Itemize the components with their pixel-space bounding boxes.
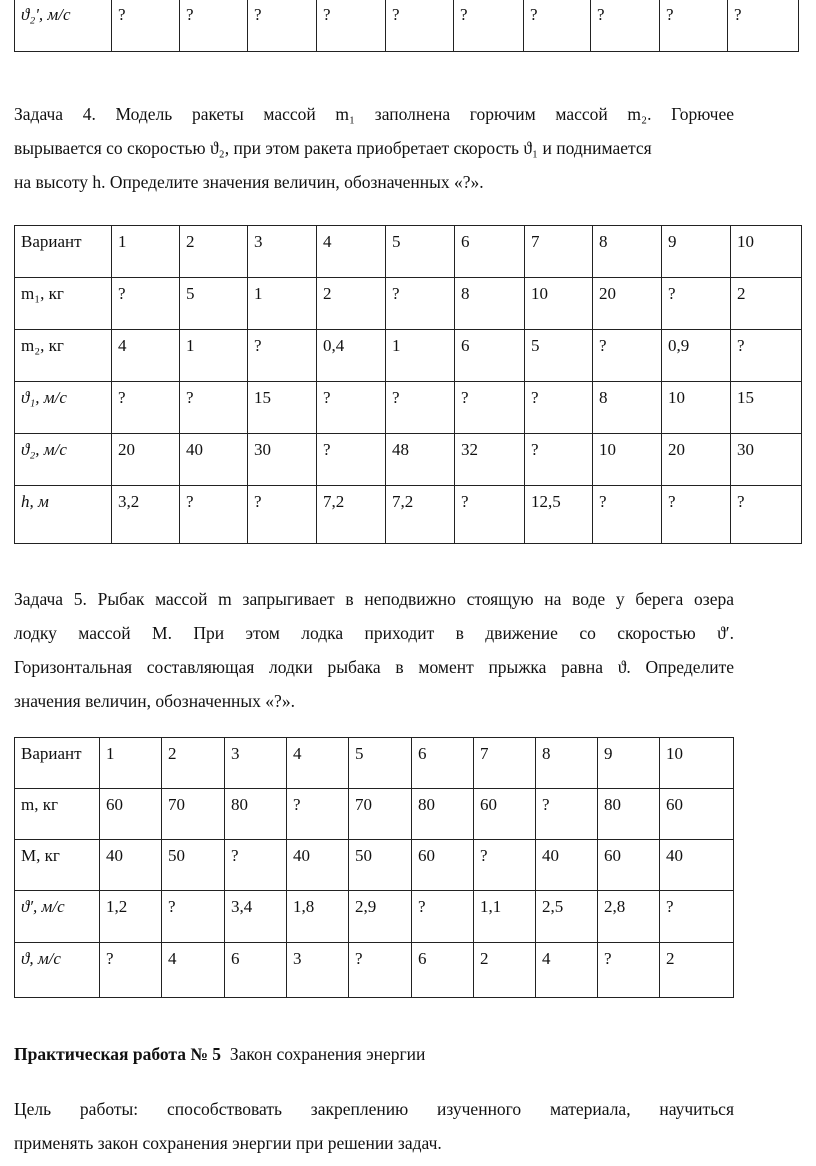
table-cell: 60	[100, 789, 162, 840]
table-row	[15, 943, 734, 998]
goal-line: Цель работы: способствовать закреплению изученного материала, научиться	[14, 1099, 734, 1119]
table-row	[15, 434, 802, 486]
table-cell: ?	[524, 0, 591, 52]
table-cell: ?	[593, 486, 662, 544]
table-cell: ?	[455, 486, 525, 544]
table-cell: ?	[386, 0, 454, 52]
table-cell: 20	[593, 278, 662, 330]
table-cell: 7	[525, 226, 593, 278]
table-cell: ?	[660, 0, 728, 52]
table-cell: 60	[474, 789, 536, 840]
table-cell: 80	[412, 789, 474, 840]
table-cell: ?	[100, 943, 162, 998]
row-label: ϑ₁, м/с	[15, 382, 112, 434]
task5-line: Горизонтальная составляющая лодки рыбака в момент прыжка равна ϑ. Определите	[14, 657, 734, 677]
table-cell: 0,9	[662, 330, 731, 382]
row-label: m₁, кг	[15, 278, 112, 330]
table-cell: 5	[180, 278, 248, 330]
table-cell: 2	[317, 278, 386, 330]
table-cell: 6	[412, 738, 474, 789]
table-cell: ?	[455, 382, 525, 434]
table-cell: 20	[112, 434, 180, 486]
row-label: m₂, кг	[15, 330, 112, 382]
table-cell: ?	[180, 0, 248, 52]
table-cell: 70	[162, 789, 225, 840]
table-row	[15, 891, 734, 943]
table-cell: ?	[662, 486, 731, 544]
table-cell: 9	[598, 738, 660, 789]
table-cell: 1	[180, 330, 248, 382]
table-cell: ?	[474, 840, 536, 891]
row-label: ϑ₂, м/с	[15, 434, 112, 486]
table-cell: 0,4	[317, 330, 386, 382]
table-cell: 40	[287, 840, 349, 891]
table-row	[15, 382, 802, 434]
table-cell: 1	[112, 226, 180, 278]
table-cell: ?	[525, 434, 593, 486]
table-cell: ?	[660, 891, 734, 943]
table-cell: 2,5	[536, 891, 598, 943]
table-cell: ?	[386, 278, 455, 330]
table-row	[15, 738, 734, 789]
table-cell: 3,2	[112, 486, 180, 544]
task4-line: Задача 4. Модель ракеты массой m₁ заполнена горючим массой m₂. Горючее	[14, 104, 734, 124]
task5-line: Задача 5. Рыбак массой m запрыгивает в неподвижно стоящую на воде у берега озера	[14, 589, 734, 609]
table-cell: 6	[455, 330, 525, 382]
table-cell: 5	[525, 330, 593, 382]
practical-title	[14, 1044, 425, 1065]
table-cell: ?	[662, 278, 731, 330]
practical-title-rest: Закон сохранения энергии	[229, 1044, 426, 1064]
table-cell: 3,4	[225, 891, 287, 943]
table-cell: 20	[662, 434, 731, 486]
table-cell: 8	[593, 382, 662, 434]
row-label: М, кг	[15, 840, 100, 891]
table-cell: 2	[162, 738, 225, 789]
table-cell: 1,2	[100, 891, 162, 943]
table-cell: 4	[112, 330, 180, 382]
table-cell: 1,1	[474, 891, 536, 943]
table-cell: ?	[349, 943, 412, 998]
table-cell: 15	[248, 382, 317, 434]
table-cell: ?	[454, 0, 524, 52]
table-cell: ?	[412, 891, 474, 943]
table-cell: 2	[180, 226, 248, 278]
table-cell: 1	[100, 738, 162, 789]
table-cell: ?	[731, 486, 802, 544]
table-cell: 40	[100, 840, 162, 891]
table-cell: 8	[593, 226, 662, 278]
table-cell: 1	[248, 278, 317, 330]
table-cell: ?	[591, 0, 660, 52]
table-cell: 60	[598, 840, 660, 891]
table-cell: ?	[287, 789, 349, 840]
table-row	[15, 330, 802, 382]
table-cell: ?	[248, 330, 317, 382]
table-cell: 2	[474, 943, 536, 998]
table-cell: ?	[180, 486, 248, 544]
table-cell: 4	[162, 943, 225, 998]
table-cell: ?	[162, 891, 225, 943]
table-cell: 3	[248, 226, 317, 278]
table-cell: 32	[455, 434, 525, 486]
table-cell: 1,8	[287, 891, 349, 943]
table-cell: 10	[662, 382, 731, 434]
table-cell: ?	[525, 382, 593, 434]
table-row	[15, 0, 799, 52]
table-cell: 4	[287, 738, 349, 789]
table-cell: ?	[248, 486, 317, 544]
table-cell: 2	[731, 278, 802, 330]
task5-table	[14, 737, 734, 998]
table-cell: ?	[225, 840, 287, 891]
table-cell: 10	[731, 226, 802, 278]
task5-line: значения величин, обозначенных «?».	[14, 691, 295, 711]
task4-text	[14, 97, 734, 199]
table-cell: 50	[162, 840, 225, 891]
task5-text	[14, 582, 734, 718]
table-cell: ?	[593, 330, 662, 382]
task4-line: на высоту h. Определите значения величин, обозначенных «?».	[14, 172, 484, 192]
table-cell: ?	[728, 0, 799, 52]
table-cell: 80	[598, 789, 660, 840]
table-cell: 7,2	[317, 486, 386, 544]
table-row	[15, 789, 734, 840]
table-cell: 10	[660, 738, 734, 789]
table-row	[15, 840, 734, 891]
table-cell: 7,2	[386, 486, 455, 544]
table-cell: 6	[412, 943, 474, 998]
table-cell: 8	[536, 738, 598, 789]
table-cell: ?	[317, 0, 386, 52]
table-cell: ?	[180, 382, 248, 434]
task4-line: вырывается со скоростью ϑ₂, при этом ракета приобретает скорость ϑ₁ и поднимается	[14, 138, 652, 158]
table-cell: 3	[225, 738, 287, 789]
table-cell: 48	[386, 434, 455, 486]
table-row	[15, 278, 802, 330]
table-cell: 8	[455, 278, 525, 330]
table-row	[15, 486, 802, 544]
table-cell: ?	[112, 278, 180, 330]
row-label: Вариант	[15, 226, 112, 278]
task5-line: лодку массой М. При этом лодка приходит в движение со скоростью ϑ′.	[14, 623, 734, 643]
table-cell: 7	[474, 738, 536, 789]
table-cell: 40	[180, 434, 248, 486]
table-row	[15, 226, 802, 278]
table-cell: 10	[593, 434, 662, 486]
task4-table	[14, 225, 802, 544]
table-cell: 4	[536, 943, 598, 998]
table-cell: ?	[731, 330, 802, 382]
table-cell: ?	[598, 943, 660, 998]
table-cell: 2	[660, 943, 734, 998]
table-cell: 6	[455, 226, 525, 278]
table-cell: 6	[225, 943, 287, 998]
table-cell: ?	[248, 0, 317, 52]
table-cell: 3	[287, 943, 349, 998]
table-cell: 1	[386, 330, 455, 382]
table-cell: 5	[349, 738, 412, 789]
table-cell: 4	[317, 226, 386, 278]
table-cell: 15	[731, 382, 802, 434]
row-label: Вариант	[15, 738, 100, 789]
table-cell: 50	[349, 840, 412, 891]
table-cell: 5	[386, 226, 455, 278]
table-cell: 30	[731, 434, 802, 486]
table-cell: 2,9	[349, 891, 412, 943]
row-label: ϑ′, м/с	[15, 891, 100, 943]
table-cell: 12,5	[525, 486, 593, 544]
table-cell: ?	[317, 434, 386, 486]
table-cell: 30	[248, 434, 317, 486]
table-cell: 9	[662, 226, 731, 278]
row-label: ϑ, м/с	[15, 943, 100, 998]
table-cell: 40	[536, 840, 598, 891]
table-cell: ?	[386, 382, 455, 434]
top-table	[14, 0, 799, 52]
table-cell: 70	[349, 789, 412, 840]
table-cell: ?	[112, 0, 180, 52]
practical-title-bold: Практическая работа № 5	[14, 1044, 222, 1064]
practical-goal	[14, 1092, 734, 1160]
table-cell: 2,8	[598, 891, 660, 943]
table-cell: ?	[536, 789, 598, 840]
row-label: ϑ₂', м/с	[15, 0, 112, 52]
row-label: h, м	[15, 486, 112, 544]
table-cell: 60	[660, 789, 734, 840]
table-cell: 60	[412, 840, 474, 891]
table-cell: ?	[317, 382, 386, 434]
row-label: m, кг	[15, 789, 100, 840]
table-cell: 10	[525, 278, 593, 330]
goal-line: применять закон сохранения энергии при решении задач.	[14, 1133, 442, 1153]
table-cell: 80	[225, 789, 287, 840]
table-cell: ?	[112, 382, 180, 434]
table-cell: 40	[660, 840, 734, 891]
